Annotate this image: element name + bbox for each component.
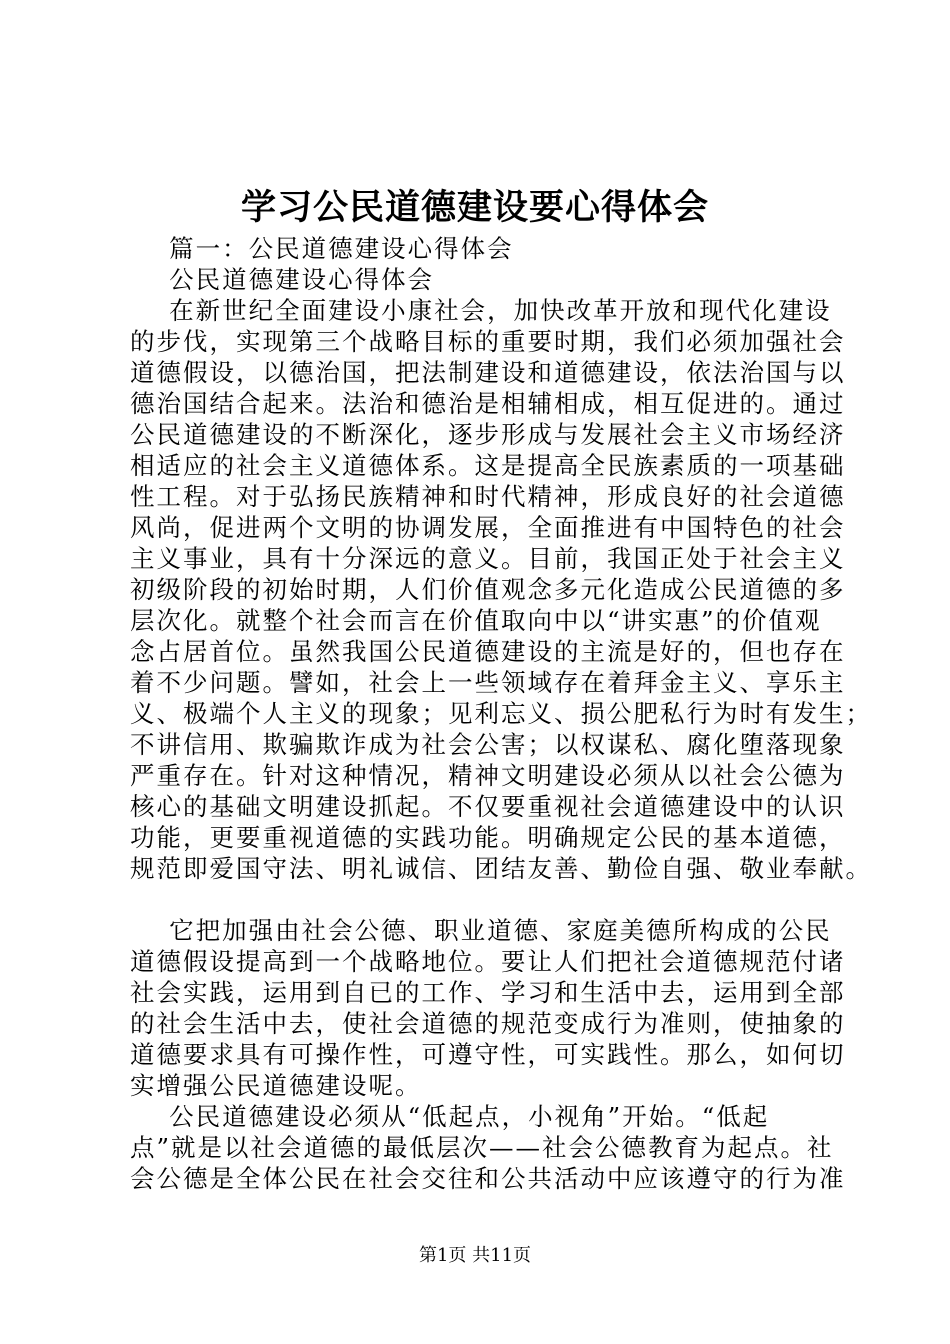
body-text-line: 的社会生活中去，使社会道德的规范变成行为准则，使抽象的 (130, 1009, 846, 1038)
body-text-line: 功能，更要重视道德的实践功能。明确规定公民的基本道德， (130, 823, 846, 852)
body-text-line: 层次化。就整个社会而言在价值取向中以“讲实惠”的价值观 (130, 606, 822, 635)
body-text-line: 的步伐，实现第三个战略目标的重要时期，我们必须加强社会 (130, 327, 846, 356)
body-text-line: 篇一：公民道德建设心得体会 (130, 234, 514, 263)
body-text-line: 道德要求具有可操作性，可遵守性，可实践性。那么，如何切 (130, 1040, 846, 1069)
body-text-line: 公民道德建设必须从“低起点，小视角”开始。“低起 (130, 1102, 770, 1131)
body-text-line: 严重存在。针对这种情况，精神文明建设必须从以社会公德为 (130, 761, 846, 790)
document-body (130, 233, 872, 1194)
body-text-line: 德治国结合起来。法治和德治是相辅相成，相互促进的。通过 (130, 389, 846, 418)
body-text-line: 会公德是全体公民在社会交往和公共活动中应该遵守的行为准 (130, 1164, 846, 1193)
body-text-line: 风尚，促进两个文明的协调发展，全面推进有中国特色的社会 (130, 513, 846, 542)
body-text-line: 着不少问题。譬如，社会上一些领域存在着拜金主义、享乐主 (130, 668, 846, 697)
body-text-line: 道德假设提高到一个战略地位。要让人们把社会道德规范付诸 (130, 947, 846, 976)
body-text-line: 在新世纪全面建设小康社会，加快改革开放和现代化建设 (130, 296, 832, 325)
body-text-line: 公民道德建设的不断深化，逐步形成与发展社会主义市场经济 (130, 420, 846, 449)
body-text-line: 它把加强由社会公德、职业道德、家庭美德所构成的公民 (130, 916, 832, 945)
body-text-line: 点”就是以社会道德的最低层次——社会公德教育为起点。社 (130, 1133, 834, 1162)
body-text-line: 实增强公民道德建设呢。 (130, 1071, 422, 1100)
body-text-line: 念占居首位。虽然我国公民道德建设的主流是好的，但也存在 (130, 637, 846, 666)
body-text-line: 不讲信用、欺骗欺诈成为社会公害；以权谋私、腐化堕落现象 (130, 730, 846, 759)
body-text-line: 相适应的社会主义道德体系。这是提高全民族素质的一项基础 (130, 451, 846, 480)
body-text-line: 性工程。对于弘扬民族精神和时代精神，形成良好的社会道德 (130, 482, 846, 511)
body-text-line: 道德假设，以德治国，把法制建设和道德建设，依法治国与以 (130, 358, 846, 387)
blank-line (130, 884, 830, 915)
body-text-line: 核心的基础文明建设抓起。不仅要重视社会道德建设中的认识 (130, 792, 846, 821)
body-text-line: 公民道德建设心得体会 (130, 265, 435, 294)
body-text-line: 社会实践，运用到自已的工作、学习和生活中去，运用到全部 (130, 978, 846, 1007)
document-title: 学习公民道德建设要心得体会 (240, 187, 709, 228)
body-text-line: 义、极端个人主义的现象；见利忘义、损公肥私行为时有发生； (130, 699, 872, 728)
body-text-line: 初级阶段的初始时期，人们价值观念多元化造成公民道德的多 (130, 575, 846, 604)
page-footer: 第1页 共11页 (418, 1245, 532, 1266)
body-text-line: 规范即爱国守法、明礼诚信、团结友善、勤俭自强、敬业奉献。 (130, 854, 872, 883)
body-text-line: 主义事业，具有十分深远的意义。目前，我国正处于社会主义 (130, 544, 846, 573)
